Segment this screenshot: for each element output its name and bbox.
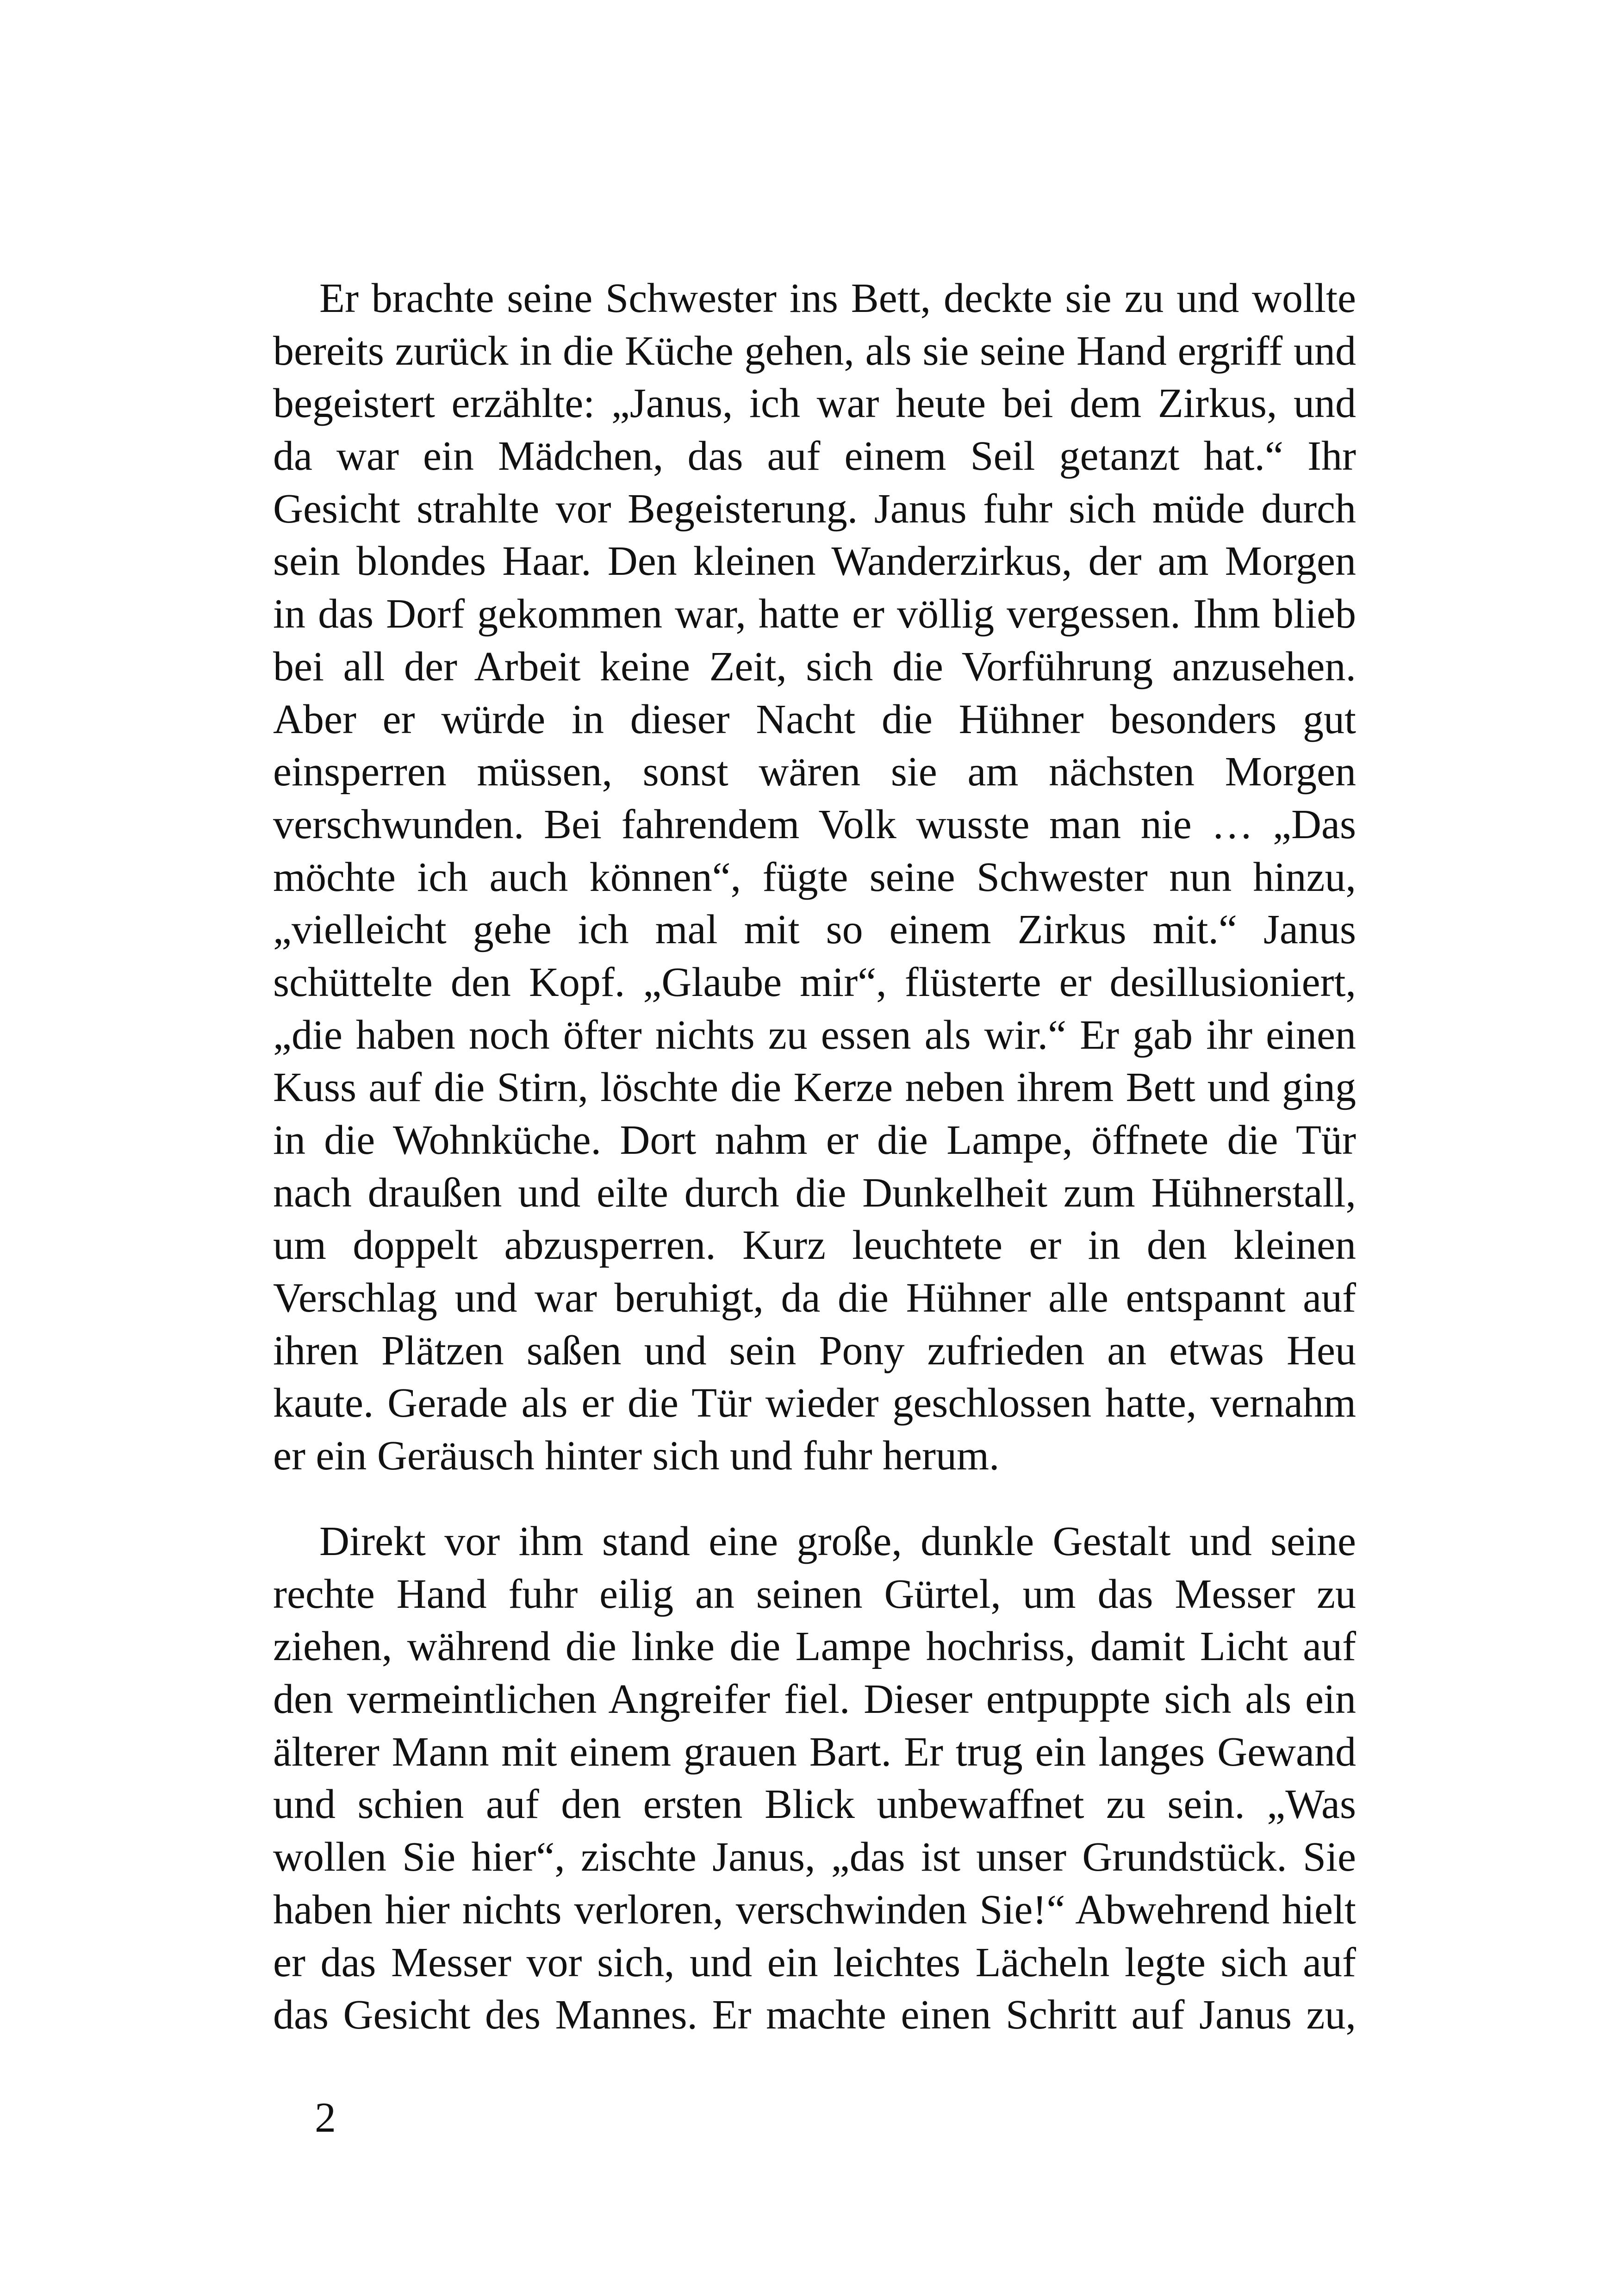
text-line: schüttelte den Kopf. „Glaube mir“, flüsterte er desillusioniert, xyxy=(273,959,1356,1005)
text-line: bei all der Arbeit keine Zeit, sich die Vorführung anzusehen. xyxy=(273,643,1356,690)
text-line: nach draußen und eilte durch die Dunkelheit zum Hühnerstall, xyxy=(273,1170,1356,1216)
text-line: „vielleicht gehe ich mal mit so einem Zirkus mit.“ Janus xyxy=(273,907,1356,953)
text-line: Direkt vor ihm stand eine große, dunkle Gestalt und seine xyxy=(319,1518,1356,1564)
text-line: er das Messer vor sich, und ein leichtes Lächeln legte sich auf xyxy=(273,1939,1356,1985)
paragraph-1 xyxy=(273,272,1356,1482)
text-line: möchte ich auch können“, fügte seine Schwester nun hinzu, xyxy=(273,854,1356,900)
text-line: da war ein Mädchen, das auf einem Seil getanzt hat.“ Ihr xyxy=(273,433,1356,479)
text-line: den vermeintlichen Angreifer fiel. Dieser entpuppte sich als ein xyxy=(273,1676,1356,1723)
page-number: 2 xyxy=(315,2094,336,2141)
text-line: Verschlag und war beruhigt, da die Hühner alle entspannt auf xyxy=(273,1275,1356,1321)
text-line: in die Wohnküche. Dort nahm er die Lampe, öffnete die Tür xyxy=(273,1117,1356,1163)
text-line: in das Dorf gekommen war, hatte er völlig vergessen. Ihm blieb xyxy=(273,591,1356,637)
text-line: und schien auf den ersten Blick unbewaffnet zu sein. „Was xyxy=(273,1781,1356,1828)
text-line: ihren Plätzen saßen und sein Pony zufrieden an etwas Heu xyxy=(273,1327,1356,1374)
text-line: älterer Mann mit einem grauen Bart. Er trug ein langes Gewand xyxy=(273,1729,1356,1775)
text-line: bereits zurück in die Küche gehen, als sie seine Hand ergriff und xyxy=(273,328,1356,374)
text-line: um doppelt abzusperren. Kurz leuchtete er in den kleinen xyxy=(273,1222,1356,1269)
text-line: kaute. Gerade als er die Tür wieder geschlossen hatte, vernahm xyxy=(273,1380,1356,1426)
text-line: haben hier nichts verloren, verschwinden Sie!“ Abwehrend hielt xyxy=(273,1886,1356,1933)
text-line: Er brachte seine Schwester ins Bett, deckte sie zu und wollte xyxy=(319,275,1356,321)
text-line: sein blondes Haar. Den kleinen Wanderzirkus, der am Morgen xyxy=(273,538,1356,585)
text-line: Gesicht strahlte vor Begeisterung. Janus fuhr sich müde durch xyxy=(273,485,1356,532)
text-line: das Gesicht des Mannes. Er machte einen Schritt auf Janus zu, xyxy=(273,1992,1356,2038)
text-line: rechte Hand fuhr eilig an seinen Gürtel, um das Messer zu xyxy=(273,1571,1356,1617)
text-line: wollen Sie hier“, zischte Janus, „das ist unser Grundstück. Sie xyxy=(273,1834,1356,1880)
text-line: begeistert erzählte: „Janus, ich war heute bei dem Zirkus, und xyxy=(273,380,1356,427)
paragraph-2 xyxy=(273,1515,1356,2041)
text-line: ziehen, während die linke die Lampe hochriss, damit Licht auf xyxy=(273,1624,1356,1670)
text-line: Kuss auf die Stirn, löschte die Kerze neben ihrem Bett und ging xyxy=(273,1064,1356,1111)
text-line: er ein Geräusch hinter sich und fuhr herum. xyxy=(273,1433,1000,1479)
text-line: verschwunden. Bei fahrendem Volk wusste man nie … „Das xyxy=(273,801,1356,847)
text-line: „die haben noch öfter nichts zu essen als wir.“ Er gab ihr einen xyxy=(273,1012,1356,1058)
text-line: Aber er würde in dieser Nacht die Hühner besonders gut xyxy=(273,696,1356,742)
text-line: einsperren müssen, sonst wären sie am nächsten Morgen xyxy=(273,749,1356,795)
